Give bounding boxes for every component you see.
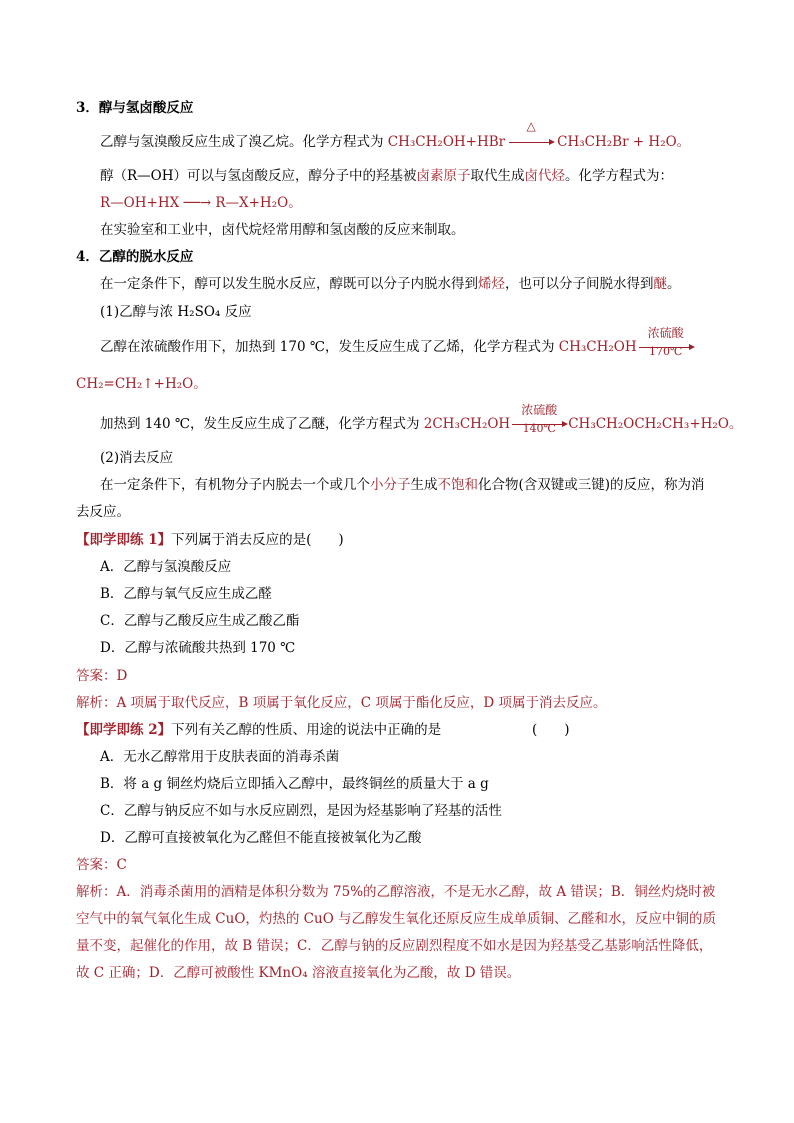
text: 取代生成: [470, 168, 525, 184]
q2-option-b: B．将 a g 铜丝灼烧后立即插入乙醇中，最终铜丝的质量大于 a g: [100, 776, 489, 792]
section-heading-4: 4．乙醇的脱水反应: [76, 249, 194, 265]
reaction-arrow: [510, 403, 568, 435]
question-stem: 下列有关乙醇的性质、用途的说法中正确的是: [171, 722, 442, 738]
text: 在一定条件下，醇可以发生脱水反应，醇既可以分子内脱水得到: [100, 276, 478, 292]
question-1: [76, 528, 344, 548]
reaction-condition-top: 浓硫酸: [521, 403, 558, 417]
keyword-alkene: 烯烃: [478, 276, 505, 292]
reaction-arrow: [637, 326, 695, 358]
q2-bracket: ( ): [532, 722, 570, 738]
equation-ethylene-right: CH₂=CH₂↑+H₂O。: [76, 376, 207, 392]
paragraph-text: 乙醇与氢溴酸反应生成了溴乙烷。化学方程式为: [100, 134, 388, 150]
paragraph-170c: [100, 326, 695, 358]
question-2: [76, 718, 441, 738]
q1-analysis: 解析：A 项属于取代反应，B 项属于氧化反应，C 项属于酯化反应，D 项属于消去反应。: [76, 695, 607, 711]
text: 醇（R—OH）可以与氢卤酸反应，醇分子中的羟基被: [100, 168, 417, 184]
q2-option-c: C．乙醇与钠反应不如与水反应剧烈，是因为烃基影响了羟基的活性: [100, 803, 502, 819]
equation-ether: [423, 403, 743, 435]
q2-option-d: D．乙醇可直接被氧化为乙醛但不能直接被氧化为乙酸: [100, 830, 422, 846]
text: 生成: [410, 477, 438, 493]
paragraph-alcohol-hx: [100, 164, 673, 184]
keyword-halohydrocarbon: 卤代烃: [524, 168, 566, 184]
paragraph-elimination-cont: 去反应。: [76, 504, 130, 520]
q2-analysis-line-3: 量不变，起催化的作用，故 B 错误；C．乙醇与钠的反应剧烈程度不如水是因为羟基受乙基影响活性降低，: [76, 938, 713, 954]
reaction-arrow: [505, 119, 557, 150]
equation-right: CH₃CH₂OCH₂CH₃+H₂O。: [568, 416, 743, 432]
equation-left: CH₃CH₂OH: [558, 339, 637, 355]
paragraph-elimination: [100, 473, 705, 493]
question-tag: 【即学即练 2】: [76, 722, 172, 738]
text: 乙醇在浓硫酸作用下，加热到 170 ℃，发生反应生成了乙烯，化学方程式为: [100, 339, 559, 355]
text: ，也可以分子间脱水得到: [505, 276, 654, 292]
q2-analysis-line-4: 故 C 正确；D．乙醇可被酸性 KMnO₄ 溶液直接氧化为乙酸，故 D 错误。: [76, 965, 521, 981]
equation-right: CH₃CH₂Br + H₂O。: [557, 134, 691, 150]
reaction-condition-bottom: 170℃: [648, 345, 683, 358]
equation-ethanol-hbr: [387, 119, 691, 150]
text: 。: [667, 276, 681, 292]
equation-left: CH₃CH₂OH+HBr: [387, 134, 506, 150]
text: 化合物(含双键或三键)的反应，称为消: [478, 477, 705, 493]
paragraph-dehydration: [100, 272, 681, 292]
keyword-halogen-atom: 卤素原子: [416, 168, 471, 184]
text: 在一定条件下，有机物分子内脱去一个或几个: [100, 477, 370, 493]
keyword-small-molecule: 小分子: [370, 477, 411, 493]
q2-option-a: A．无水乙醇常用于皮肤表面的消毒杀菌: [100, 749, 340, 765]
equation-alcohol-hx: R—OH+HX ──→ R—X+H₂O。: [100, 195, 302, 211]
q1-option-c: C．乙醇与乙酸反应生成乙酸乙酯: [100, 613, 300, 629]
q1-option-b: B．乙醇与氧气反应生成乙醛: [100, 586, 272, 602]
reaction-condition-top: 浓硫酸: [647, 326, 684, 340]
question-stem: 下列属于消去反应的是( ): [171, 532, 344, 548]
paragraph-ethanol-hbr: [100, 119, 691, 150]
paragraph-140c: [100, 403, 743, 435]
subheading-2: (2)消去反应: [100, 450, 174, 466]
keyword-ether: 醚: [653, 276, 667, 292]
q1-answer: 答案：D: [76, 668, 128, 684]
section-heading-3: 3．醇与氢卤酸反应: [76, 100, 194, 116]
q1-option-a: A．乙醇与氢溴酸反应: [100, 559, 232, 575]
equation-ethylene: [558, 326, 695, 358]
keyword-unsaturated: 不饱和: [437, 477, 478, 493]
question-tag: 【即学即练 1】: [76, 532, 172, 548]
q2-analysis-line-2: 空气中的氧气氧化生成 CuO，灼热的 CuO 与乙醇发生氧化还原反应生成单质铜、乙醛和水，反应中铜的质: [76, 911, 717, 927]
reaction-condition: △: [526, 119, 536, 133]
paragraph-lab-industry: 在实验室和工业中，卤代烷烃常用醇和氢卤酸的反应来制取。: [100, 222, 465, 238]
text: 加热到 140 ℃，发生反应生成了乙醚，化学方程式为: [100, 416, 424, 432]
reaction-condition-bottom: 140℃: [522, 422, 556, 435]
q2-answer: 答案：C: [76, 857, 127, 873]
q1-option-d: D．乙醇与浓硫酸共热到 170 ℃: [100, 640, 296, 656]
q2-analysis-line-1: 解析：A．消毒杀菌用的酒精是体积分数为 75%的乙醇溶液，不是无水乙醇，故 A 错误；B．铜丝灼烧时被: [76, 884, 716, 900]
equation-left: 2CH₃CH₂OH: [423, 416, 511, 432]
subheading-1: (1)乙醇与浓 H₂SO₄ 反应: [100, 304, 252, 320]
text: 。化学方程式为：: [565, 168, 674, 184]
